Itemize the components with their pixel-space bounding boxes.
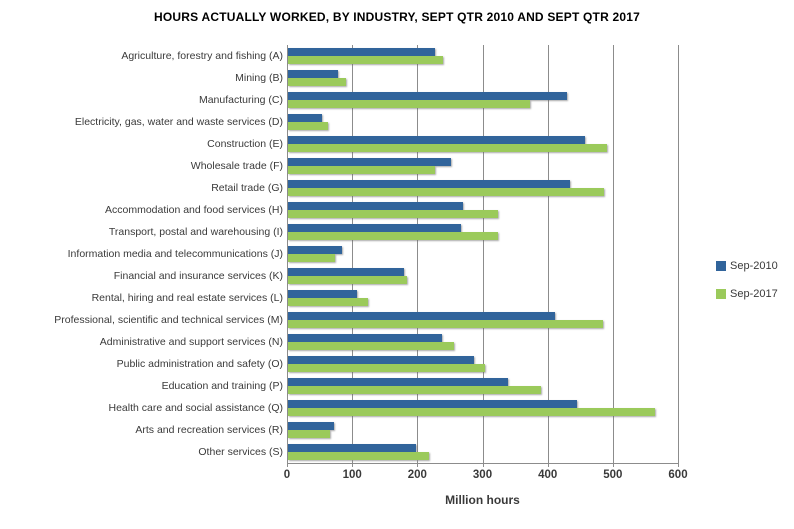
category-label: Other services (S)	[198, 446, 283, 458]
bar-group-3	[288, 89, 679, 111]
legend-swatch-icon	[716, 289, 726, 299]
x-tick-label-500: 500	[603, 469, 623, 481]
bar-sep-2010-7	[288, 180, 570, 188]
bar-sep-2017-13	[288, 320, 603, 328]
category-label: Manufacturing (C)	[198, 94, 283, 106]
bar-sep-2017-7	[288, 188, 604, 196]
legend-swatch-icon	[716, 261, 726, 271]
bar-sep-2010-13	[288, 312, 555, 320]
bar-group-15	[288, 353, 679, 375]
tick-mark-300	[483, 460, 484, 467]
bar-sep-2017-1	[288, 56, 443, 64]
bar-sep-2017-6	[288, 166, 435, 174]
bar-sep-2017-12	[288, 298, 368, 306]
bar-group-2	[288, 67, 679, 89]
bar-sep-2010-3	[288, 92, 567, 100]
bar-group-11	[288, 265, 679, 287]
bar-group-18	[288, 419, 679, 441]
bar-group-5	[288, 133, 679, 155]
plot-area	[287, 45, 679, 464]
x-tick-label-400: 400	[538, 469, 558, 481]
bar-sep-2010-9	[288, 224, 461, 232]
bar-sep-2010-15	[288, 356, 474, 364]
x-tick-label-100: 100	[342, 469, 362, 481]
bar-group-16	[288, 375, 679, 397]
bar-sep-2017-9	[288, 232, 498, 240]
bar-sep-2017-19	[288, 452, 429, 460]
bar-group-17	[288, 397, 679, 419]
bar-sep-2010-4	[288, 114, 322, 122]
tick-mark-0	[287, 460, 288, 467]
x-axis-title: Million hours	[445, 493, 520, 507]
x-tick-label-200: 200	[407, 469, 427, 481]
category-label: Arts and recreation services (R)	[135, 424, 283, 436]
category-label: Construction (E)	[207, 138, 283, 150]
bar-sep-2010-16	[288, 378, 508, 386]
bar-sep-2017-16	[288, 386, 541, 394]
bar-sep-2017-10	[288, 254, 335, 262]
category-label: Education and training (P)	[161, 380, 283, 392]
tick-mark-400	[548, 460, 549, 467]
category-label: Retail trade (G)	[211, 182, 283, 194]
bar-sep-2010-8	[288, 202, 463, 210]
bar-sep-2010-18	[288, 422, 334, 430]
bar-group-6	[288, 155, 679, 177]
bar-group-14	[288, 331, 679, 353]
legend-label: Sep-2017	[730, 288, 778, 300]
bar-sep-2010-17	[288, 400, 577, 408]
category-axis-labels	[8, 45, 283, 463]
category-label: Information media and telecommunications (J)	[67, 248, 283, 260]
legend-item-sep-2017	[716, 288, 778, 300]
tick-mark-500	[613, 460, 614, 467]
bar-sep-2017-4	[288, 122, 328, 130]
bar-group-1	[288, 45, 679, 67]
x-tick-label-300: 300	[472, 469, 493, 481]
category-label: Financial and insurance services (K)	[113, 270, 283, 282]
tick-mark-200	[417, 460, 418, 467]
bar-sep-2017-8	[288, 210, 498, 218]
bar-group-13	[288, 309, 679, 331]
bar-group-19	[288, 441, 679, 463]
category-label: Wholesale trade (F)	[190, 160, 283, 172]
bar-sep-2010-19	[288, 444, 416, 452]
bar-sep-2017-5	[288, 144, 607, 152]
category-label: Professional, scientific and technical services (M)	[54, 314, 283, 326]
category-label: Mining (B)	[235, 72, 283, 84]
bar-sep-2017-18	[288, 430, 330, 438]
category-label: Transport, postal and warehousing (I)	[108, 226, 283, 238]
category-label: Accommodation and food services (H)	[105, 204, 283, 216]
bar-group-9	[288, 221, 679, 243]
bar-sep-2010-5	[288, 136, 585, 144]
chart-title: HOURS ACTUALLY WORKED, BY INDUSTRY, SEPT QTR 2010 AND SEPT QTR 2017	[154, 10, 640, 24]
bar-sep-2010-2	[288, 70, 338, 78]
bar-sep-2017-14	[288, 342, 454, 350]
bar-group-10	[288, 243, 679, 265]
bar-group-8	[288, 199, 679, 221]
category-label: Electricity, gas, water and waste services (D)	[74, 116, 283, 128]
bar-sep-2010-1	[288, 48, 435, 56]
category-label: Rental, hiring and real estate services (L)	[91, 292, 283, 304]
legend-label: Sep-2010	[730, 260, 778, 272]
bar-sep-2017-3	[288, 100, 530, 108]
bar-sep-2010-12	[288, 290, 357, 298]
bar-sep-2017-11	[288, 276, 407, 284]
x-axis-tick-labels	[0, 469, 794, 485]
category-label: Health care and social assistance (Q)	[108, 402, 283, 414]
legend	[716, 260, 778, 316]
tick-mark-100	[352, 460, 353, 467]
bar-rows	[288, 45, 679, 463]
bar-group-7	[288, 177, 679, 199]
x-tick-label-600: 600	[668, 469, 688, 481]
bar-sep-2010-6	[288, 158, 451, 166]
bar-sep-2017-15	[288, 364, 485, 372]
bar-sep-2010-14	[288, 334, 442, 342]
bar-group-12	[288, 287, 679, 309]
bar-sep-2010-10	[288, 246, 342, 254]
category-label: Agriculture, forestry and fishing (A)	[121, 50, 283, 62]
x-tick-label-0: 0	[283, 469, 291, 481]
bar-group-4	[288, 111, 679, 133]
bar-sep-2010-11	[288, 268, 404, 276]
legend-item-sep-2010	[716, 260, 778, 272]
category-label: Administrative and support services (N)	[99, 336, 283, 348]
category-label: Public administration and safety (O)	[116, 358, 283, 370]
bar-sep-2017-2	[288, 78, 346, 86]
bar-sep-2017-17	[288, 408, 655, 416]
tick-mark-600	[678, 460, 679, 467]
